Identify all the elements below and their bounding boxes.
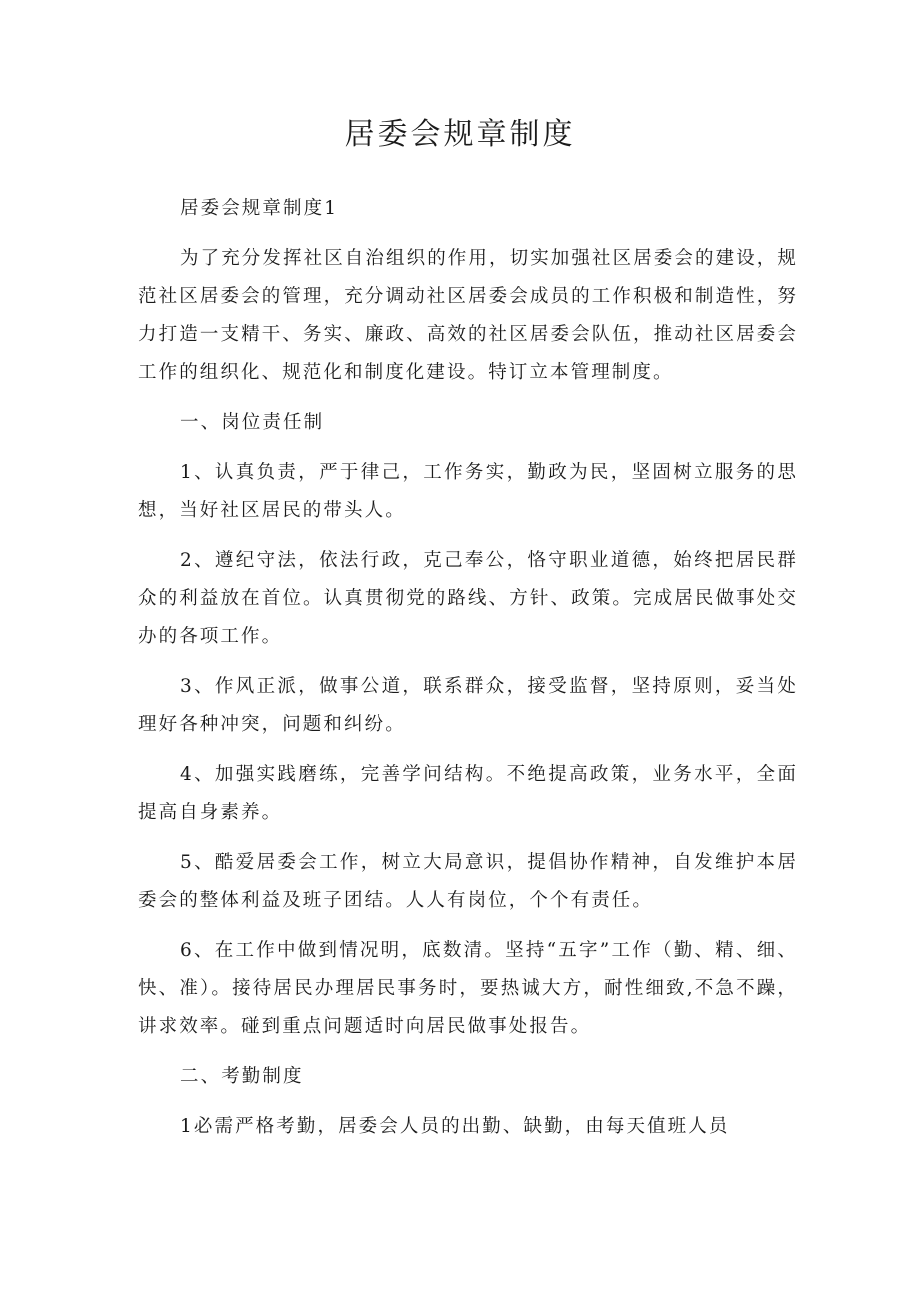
list-item: 3、作风正派，做事公道，联系群众，接受监督，坚持原则，妥当处理好各种冲突，问题和纠纷。: [138, 676, 798, 735]
list-item: 6、在工作中做到情况明，底数清。坚持“五字”工作（勤、精、细、快、准）。接待居民办理居民事务时，要热诚大方，耐性细致,不急不躁，讲求效率。碰到重点问题适时向居民做事处报告。: [138, 940, 798, 1037]
list-item: 1必需严格考勤，居委会人员的出勤、缺勤，由每天值班人员: [180, 1116, 730, 1137]
heading-attendance: 二、考勤制度: [180, 1066, 304, 1087]
document-body: [138, 190, 798, 1146]
list-item: 2、遵纪守法，依法行政，克己奉公，恪守职业道德，始终把居民群众的利益放在首位。认真贯彻党的路线、方针、政策。完成居民做事处交办的各项工作。: [138, 550, 798, 647]
intro-paragraph: 为了充分发挥社区自治组织的作用，切实加强社区居委会的建设，规范社区居委会的管理，充分调动社区居委会成员的工作积极和制造性，努力打造一支精干、务实、廉政、高效的社区居委会队伍，推动社区居委会工作的组织化、规范化和制度化建设。特订立本管理制度。: [138, 248, 799, 383]
heading-job-responsibility: 一、岗位责任制: [180, 412, 325, 433]
document-title: 居委会规章制度: [344, 117, 576, 152]
section-title: 居委会规章制度1: [180, 198, 339, 219]
list-item: 4、加强实践磨练，完善学问结构。不绝提高政策，业务水平，全面提高自身素养。: [138, 764, 798, 823]
list-item: 1、认真负责，严于律己，工作务实，勤政为民，坚固树立服务的思想，当好社区居民的带头人。: [138, 462, 798, 521]
list-item: 5、酷爱居委会工作，树立大局意识，提倡协作精神，自发维护本居委会的整体利益及班子团结。人人有岗位，个个有责任。: [138, 852, 798, 911]
